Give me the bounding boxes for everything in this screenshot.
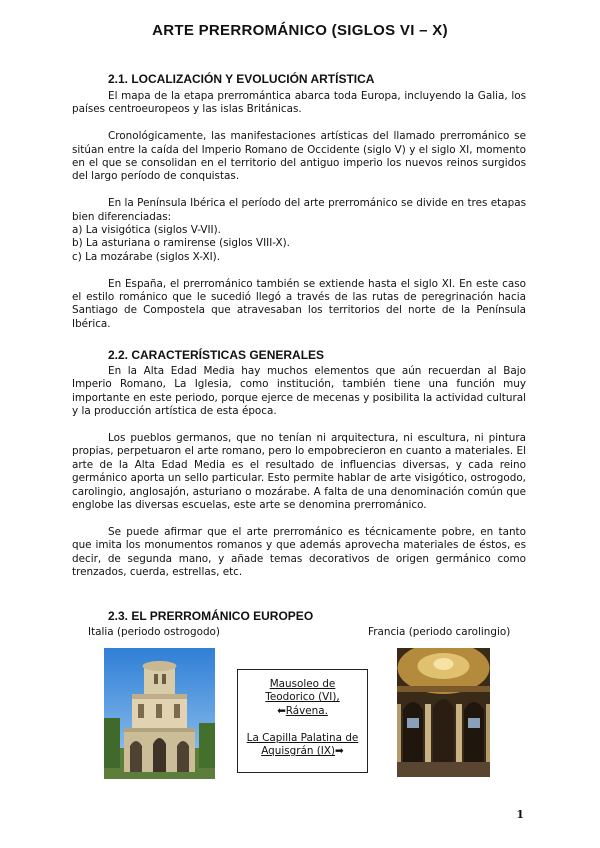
- page-number: 1: [516, 808, 524, 821]
- section-body-localizacion: [72, 90, 526, 331]
- mausoleo-teodorico-image: [104, 648, 215, 779]
- list-item: b) La asturiana o ramirense (siglos VIII-X).: [72, 237, 290, 250]
- etapas-list: [72, 224, 526, 264]
- link-capilla-line1[interactable]: La Capilla Palatina de: [246, 731, 359, 744]
- caption-italia: Italia (periodo ostrogodo): [88, 626, 220, 638]
- link-mausoleo-line2[interactable]: Teodorico (VI),: [265, 691, 340, 704]
- section-body-caracteristicas: [72, 365, 526, 579]
- caption-francia: Francia (periodo carolingio): [368, 626, 511, 638]
- paragraph: Los pueblos germanos, que no tenían ni arquitectura, ni escultura, ni pintura propias, perpetuaron el arte romano, pero lo empobrecieron en cuanto a materiales. El arte de la Alta Edad Media es el resultado de influencias diversas, y cada reino germánico aporta un sello particular. Esto permite hablar de arte visigótico, ostrogodo, carolingio, anglosajón, asturiano o mozárabe. A falta de una denominación común que englobe las diversas escuelas, este arte se denomina prerrománico.: [72, 432, 526, 512]
- paragraph: En la Alta Edad Media hay muchos elementos que aún recuerdan al Bajo Imperio Romano, La Iglesia, como institución, también tiene una función muy importante en este periodo, porque ejerce de mecenas y posibilita la actividad cultural y la producción artística de esta época.: [72, 365, 526, 418]
- capilla-palatina-image: [397, 648, 490, 777]
- paragraph: Se puede afirmar que el arte prerrománico es técnicamente pobre, en tanto que imita los monumentos romanos y que además aprovecha materiales de éstos, es decir, de segunda mano, y añade temas decorativos de origen germánico como trenzados, cuerda, estrellas, etc.: [72, 525, 526, 579]
- arrow-left-icon: ⬅: [277, 704, 286, 717]
- section-heading-europeo: 2.3. EL PRERROMÁNICO EUROPEO: [108, 609, 314, 623]
- section-heading-caracteristicas: 2.2. CARACTERÍSTICAS GENERALES: [108, 348, 325, 362]
- link-mausoleo-line3[interactable]: Rávena.: [285, 704, 328, 717]
- link-mausoleo-line1[interactable]: Mausoleo de: [269, 678, 336, 690]
- paragraph: En España, el prerrománico también se extiende hasta el siglo XI. En este caso el estilo románico que le sucedió llegó a través de las rutas de peregrinación hacia Santiago de Compostela que atravesaban los territorios del norte de la Península Ibérica.: [72, 277, 526, 330]
- paragraph: En la Península Ibérica el período del arte prerrománico se divide en tres etapas bien diferenciadas:: [72, 197, 526, 223]
- monument-links-box: [237, 669, 368, 773]
- arrow-right-icon: ➡: [335, 745, 344, 758]
- link-capilla-line2[interactable]: Aquisgrán (IX): [261, 745, 336, 758]
- paragraph: Cronológicamente, las manifestaciones artísticas del llamado prerrománico se sitúan entre la caída del Imperio Romano de Occidente (siglo V) y el siglo XI, momento en el que se consolidan en el territorio del antiguo imperio los nuevos reinos surgidos del largo período de conquistas.: [72, 130, 526, 183]
- list-item: a) La visigótica (siglos V-VII).: [72, 224, 221, 237]
- section-heading-localizacion: 2.1. LOCALIZACIÓN Y EVOLUCIÓN ARTÍSTICA: [108, 72, 375, 86]
- paragraph: El mapa de la etapa prerromántica abarca toda Europa, incluyendo la Galia, los países centroeuropeos y las islas Británicas.: [72, 90, 526, 116]
- page-title: ARTE PRERROMÁNICO (SIGLOS VI – X): [152, 22, 448, 39]
- list-item: c) La mozárabe (siglos X-XI).: [72, 250, 221, 263]
